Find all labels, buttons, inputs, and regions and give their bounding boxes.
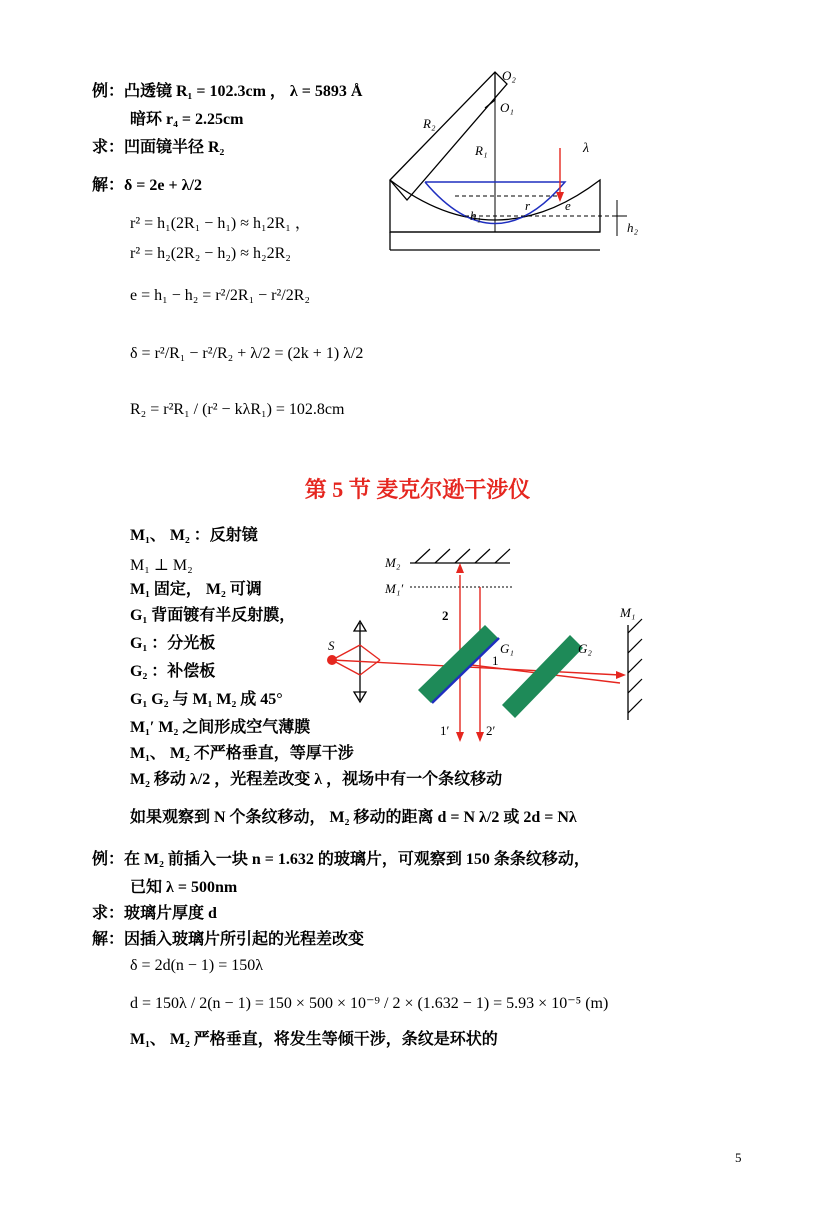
label-beam-2: 2 [442, 608, 449, 623]
label-beam-1-prime: 1′ [440, 723, 450, 738]
example1-given: 例：凸透镜 R₁ = 102.3cm ， λ = 5893 Å [92, 83, 363, 100]
example2-eq1: δ = 2d(n − 1) = 150λ [130, 957, 264, 974]
label-O2: O₂ [502, 68, 516, 83]
example1-question: 求：凹面镜半径 R₂ [92, 139, 225, 156]
example1-eq3: e = h₁ − h₂ = r²/2R₁ − r²/2R₂ [130, 287, 310, 304]
label-M2: M₂ [385, 555, 401, 570]
newton-ring-figure [385, 60, 645, 260]
example1-eq1: r² = h₁(2R₁ − h₁) ≈ h₁2R₁ ， [130, 215, 311, 232]
example2-solution-start: 解：因插入玻璃片所引起的光程差改变 [92, 931, 365, 948]
label-e: e [565, 198, 571, 213]
fringe-distance-line: 如果观察到 N 个条纹移动， M₂ 移动的距离 d = N λ/2 或 2d = Nλ [130, 809, 577, 826]
page-number: 5 [735, 1150, 742, 1165]
note-2: M₁ 固定， M₂ 可调 [130, 581, 262, 598]
note-4: G₁ ：分光板 [130, 635, 216, 652]
label-M1-prime: M₁′ [385, 581, 404, 596]
label-h2: h₂ [627, 220, 639, 235]
example1-eq4: δ = r²/R₁ − r²/R₂ + λ/2 = (2k + 1) λ/2 [130, 345, 364, 362]
note-3: G₁ 背面镀有半反射膜， [130, 607, 296, 624]
note-6: G₁ G₂ 与 M₁ M₂ 成 45° [130, 691, 283, 708]
note-7: M₁′ M₂ 之间形成空气薄膜 [130, 719, 311, 736]
example2-given: 例：在 M₂ 前插入一块 n = 1.632 的玻璃片，可观察到 150 条条纹移动， [92, 851, 590, 868]
example2-wavelength: 已知 λ = 500nm [130, 879, 238, 896]
note-8: M₁、 M₂ 不严格垂直，等厚干涉 [130, 745, 354, 762]
note-9: M₂ 移动 λ/2 ，光程差改变 λ ，视场中有一个条纹移动 [130, 771, 503, 788]
note-5: G₂ ：补偿板 [130, 663, 216, 680]
michelson-figure [320, 545, 650, 750]
label-beam-2-prime: 2′ [486, 723, 496, 738]
label-r: r [525, 198, 531, 213]
example2-eq2: d = 150λ / 2(n − 1) = 150 × 500 × 10⁻⁹ / 2 × (1.632 − 1) = 5.93 × 10⁻⁵ (m) [130, 995, 609, 1012]
label-beam-1: 1 [492, 653, 499, 668]
label-R1: R₁ [475, 143, 488, 158]
label-R2: R₂ [423, 116, 436, 131]
label-G2: G₂ [578, 641, 592, 656]
note-1: M₁ ⊥ M₂ [130, 557, 193, 574]
label-O1: O₁ [500, 100, 514, 115]
label-lambda: λ [583, 141, 590, 156]
label-M1: M₁ [620, 605, 636, 620]
example2-conclusion: M₁、 M₂ 严格垂直，将发生等倾干涉，条纹是环状的 [130, 1031, 498, 1048]
label-S: S [328, 638, 335, 653]
example1-eq2: r² = h₂(2R₂ − h₂) ≈ h₂2R₂ [130, 245, 291, 262]
example1-dark-ring: 暗环 r₄ = 2.25cm [130, 111, 244, 128]
example2-question: 求：玻璃片厚度 d [92, 905, 217, 922]
section-title: 第 5 节 麦克尔逊干涉仪 [304, 477, 531, 502]
example1-eq5: R₂ = r²R₁ / (r² − kλR₁) = 102.8cm [130, 401, 345, 418]
label-G1: G₁ [500, 641, 514, 656]
note-0: M₁、 M₂ ：反射镜 [130, 527, 258, 544]
example1-solution-start: 解：δ = 2e + λ/2 [92, 177, 202, 194]
label-h1: h₁ [470, 208, 482, 223]
